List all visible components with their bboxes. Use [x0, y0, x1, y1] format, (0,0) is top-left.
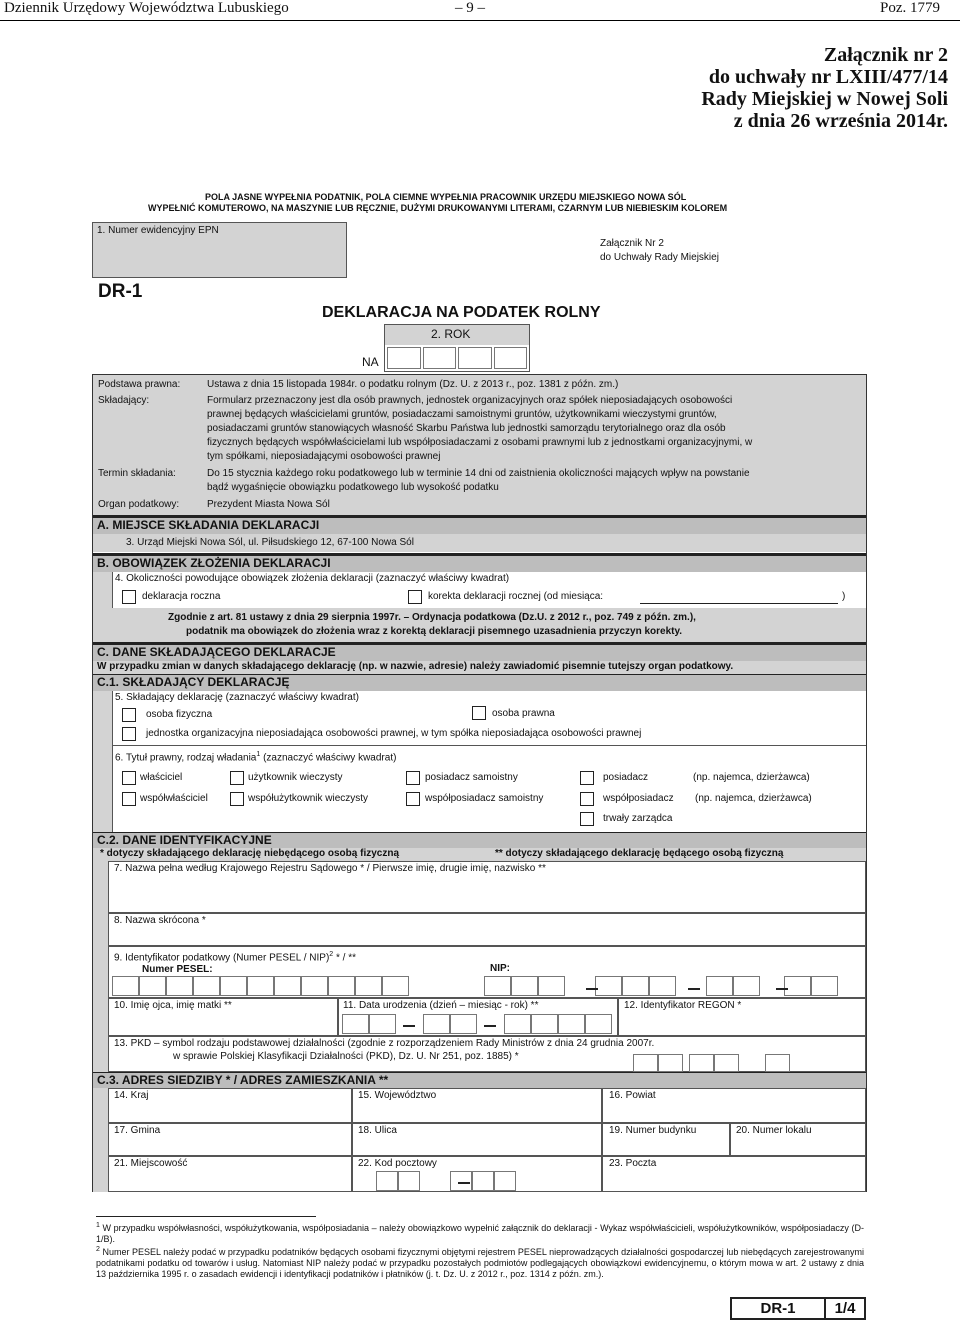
declaration-correction-label: korekta deklaracji rocznej (od miesiąca: — [428, 591, 604, 602]
pkd-digit[interactable] — [633, 1054, 658, 1072]
nip-digit[interactable] — [511, 976, 538, 996]
person-natural-checkbox[interactable] — [122, 708, 136, 722]
apartment-number-label: 20. Numer lokalu — [736, 1125, 812, 1136]
pkd-boxes — [633, 1054, 790, 1072]
birth-dash — [484, 1025, 496, 1027]
podstawa-label: Podstawa prawna: — [98, 379, 181, 390]
pesel-digit[interactable] — [220, 976, 247, 996]
tax-id-label — [114, 949, 356, 964]
country-label: 14. Kraj — [114, 1090, 149, 1101]
birth-year-digit[interactable] — [504, 1014, 531, 1034]
pkd-label-line2: w sprawie Polskiej Klasyfikacji Działalności (PKD), Dz. U. Nr 251, poz. 1885) * — [173, 1051, 519, 1062]
birth-date-boxes — [342, 1014, 612, 1034]
building-number-label: 19. Numer budynku — [609, 1125, 697, 1136]
organ-text: Prezydent Miasta Nowa Sól — [207, 499, 330, 510]
nip-gap — [565, 976, 595, 996]
declaration-correction-checkbox[interactable] — [408, 590, 422, 604]
page-number: – 9 – — [455, 0, 485, 16]
journal-name: Dziennik Urzędowy Województwa Lubuskiego — [4, 0, 289, 16]
co-possessor-dependent-note: (np. najemca, dzierżawca) — [695, 793, 812, 804]
co-possessor-independent-checkbox[interactable] — [406, 792, 420, 806]
declaration-annual-label: deklaracja roczna — [142, 591, 221, 602]
rok-label: 2. ROK — [385, 325, 529, 345]
pesel-digit[interactable] — [301, 976, 328, 996]
pesel-digit[interactable] — [382, 976, 409, 996]
nip-digit[interactable] — [595, 976, 622, 996]
instructions-line1: POLA JASNE WYPEŁNIA PODATNIK, POLA CIEMNE WYPEŁNIA PRACOWNIK URZĘDU MIEJSKIEGO NOWA SÓL — [205, 192, 687, 202]
pesel-digit[interactable] — [112, 976, 139, 996]
tax-id-footnote-mark: 2 — [329, 951, 334, 958]
pesel-digit[interactable] — [193, 976, 220, 996]
post-office-label: 23. Poczta — [609, 1158, 657, 1169]
org-unit-checkbox[interactable] — [122, 727, 136, 741]
birth-month-digit[interactable] — [423, 1014, 450, 1034]
rok-field — [384, 324, 530, 372]
pesel-label: Numer PESEL: — [142, 964, 213, 975]
skladajacy-line3: posiadaczami gruntów stanowiących własność Skarbu Państwa lub jednostki samorządu terytorialnego oraz dla osób — [207, 423, 726, 434]
correction-month-line[interactable] — [640, 603, 838, 604]
q5-label: 5. Składający deklarację (zaznaczyć właściwy kwadrat) — [115, 692, 359, 703]
epn-field — [92, 222, 347, 278]
pesel-digit[interactable] — [166, 976, 193, 996]
nip-digit[interactable] — [649, 976, 676, 996]
organ-label: Organ podatkowy: — [98, 499, 180, 510]
instructions-line2: WYPEŁNIĆ KOMUTEROWO, NA MASZYNIE LUB RĘCZNIE, DUŻYMI DRUKOWANYMI LITERAMI, CZARNYM LUB NIEBIESKIM KOLOREM — [148, 203, 728, 213]
postal-dash — [458, 1182, 470, 1184]
postal-code-boxes — [376, 1171, 516, 1191]
termin-line1: Do 15 stycznia każdego roku podatkowego lub w terminie 14 dni od zaistnienia okoliczności mających wpływ na powstanie — [207, 468, 750, 479]
section-c-note: W przypadku zmian w danych składającego deklarację (np. w nazwie, adresie) należy zawiadomić pisemnie tutejszy organ podatkowy. — [97, 661, 734, 672]
rok-digit-2[interactable] — [423, 347, 457, 369]
pesel-digit[interactable] — [355, 976, 382, 996]
skladajacy-line5: tym spółkami, nieposiadającymi osobowości prawnej — [207, 451, 441, 462]
section-b-title: B. OBOWIĄZEK ZŁOŻENIA DEKLARACJI — [93, 553, 866, 572]
org-unit-label: jednostka organizacyjna nieposiadająca osobowości prawnej, w tym spółka nieposiadająca osobowości prawnej — [146, 728, 642, 739]
pkd-gap — [739, 1054, 765, 1072]
possessor-independent-label: posiadacz samoistny — [425, 772, 518, 783]
position-number: Poz. 1779 — [880, 0, 940, 16]
co-possessor-dependent-label: współposiadacz — [603, 793, 674, 804]
co-perpetual-user-checkbox[interactable] — [230, 792, 244, 806]
nip-dash — [776, 988, 788, 990]
section-c3-title: C.3. ADRES SIEDZIBY * / ADRES ZAMIESZKANIA ** — [93, 1072, 866, 1088]
nip-label: NIP: — [490, 963, 510, 974]
footer-box — [730, 1297, 866, 1320]
voivodeship-label: 15. Województwo — [358, 1090, 437, 1101]
birth-dash — [403, 1025, 415, 1027]
rok-digit-3[interactable] — [458, 347, 492, 369]
section-a-title: A. MIEJSCE SKŁADANIA DEKLARACJI — [93, 515, 866, 534]
postal-digit[interactable] — [376, 1171, 398, 1191]
co-possessor-independent-label: współposiadacz samoistny — [425, 793, 544, 804]
nip-gap — [676, 976, 706, 996]
birth-month-digit[interactable] — [450, 1014, 477, 1034]
skladajacy-line4: fizycznych będących współwłaścicielami lub współposiadaczami z osobami prawnymi lub z jednostkami organizacyjnymi, w — [207, 437, 753, 448]
footnote-rule — [96, 1216, 316, 1217]
birth-day-digit[interactable] — [369, 1014, 396, 1034]
footer-page: 1/4 — [834, 1300, 856, 1317]
possessor-dependent-checkbox[interactable] — [580, 771, 594, 785]
epn-label: 1. Numer ewidencyjny EPN — [97, 225, 219, 236]
postal-digit[interactable] — [494, 1171, 516, 1191]
termin-line2: bądź wygaśnięcie obowiązku podatkowego lub wysokość podatku — [207, 482, 499, 493]
person-natural-label: osoba fizyczna — [146, 709, 213, 720]
person-legal-label: osoba prawna — [492, 708, 555, 719]
footnote-1 — [96, 1220, 864, 1245]
pkd-digit[interactable] — [658, 1054, 683, 1072]
na-label: NA — [362, 355, 379, 369]
footnote-1-text: W przypadku współwłasności, współużytkowania, współposiadania – należy obowiązkowo wypełnić załącznik do deklaracji - Wykaz współwłaścicieli, współużytkowników, współposiadaczy (D-1/B). — [96, 1223, 864, 1244]
owner-checkbox[interactable] — [122, 771, 136, 785]
section-b-note1: Zgodnie z art. 81 ustawy z dnia 29 sierpnia 1997r. – Ordynacja podatkowa (Dz.U. z 2012 r., poz. 749 z późn. zm.), — [168, 612, 696, 623]
rok-boxes — [385, 345, 529, 371]
regon-label: 12. Identyfikator REGON * — [624, 1000, 742, 1011]
tax-id-hint: * / ** — [335, 952, 356, 964]
q6-footnote-mark: 1 — [256, 751, 261, 758]
pkd-digit[interactable] — [689, 1054, 714, 1072]
nip-digit[interactable] — [811, 976, 838, 996]
owner-label: właściciel — [140, 772, 183, 783]
street-label: 18. Ulica — [358, 1125, 397, 1136]
star-note-2: ** dotyczy składającego deklarację będącego osobą fizyczną — [495, 848, 784, 859]
attachment-line4: z dnia 26 września 2014r. — [733, 110, 948, 132]
zal-line2: do Uchwały Rady Miejskiej — [600, 252, 719, 263]
birth-gap — [477, 1014, 504, 1034]
q4-label: 4. Okoliczności powodujące obowiązek złożenia deklaracji (zaznaczyć właściwy kwadrat) — [115, 573, 510, 584]
birth-date-label: 11. Data urodzenia (dzień – miesiąc - rok) ** — [343, 1000, 539, 1011]
zal-line1: Załącznik Nr 2 — [600, 238, 664, 249]
header-rule — [0, 20, 960, 21]
pesel-boxes — [112, 976, 409, 996]
footnote-2-mark: 2 — [96, 1246, 100, 1253]
co-owner-checkbox[interactable] — [122, 792, 136, 806]
nip-digit[interactable] — [622, 976, 649, 996]
skladajacy-line2: prawnej będących właścicielami gruntów, posiadaczami samoistnymi gruntów, użytkownikami wieczystymi gruntów, — [207, 409, 717, 420]
locality-label: 21. Miejscowość — [114, 1158, 188, 1169]
birth-year-digit[interactable] — [585, 1014, 612, 1034]
rok-digit-4[interactable] — [494, 347, 528, 369]
pesel-digit[interactable] — [247, 976, 274, 996]
co-perpetual-user-label: współużytkownik wieczysty — [248, 793, 369, 804]
nip-dash — [688, 988, 700, 990]
county-label: 16. Powiat — [609, 1090, 656, 1101]
q6-hint: (zaznaczyć właściwy kwadrat) — [263, 752, 397, 764]
section-c2-title: C.2. DANE IDENTYFIKACYJNE — [93, 832, 866, 848]
pkd-digit[interactable] — [714, 1054, 739, 1072]
nip-digit[interactable] — [784, 976, 811, 996]
postal-code-label: 22. Kod pocztowy — [358, 1158, 437, 1169]
pesel-digit[interactable] — [328, 976, 355, 996]
short-name-label: 8. Nazwa skrócona * — [114, 915, 206, 926]
pesel-digit[interactable] — [274, 976, 301, 996]
postal-digit[interactable] — [472, 1171, 494, 1191]
declaration-annual-checkbox[interactable] — [122, 590, 136, 604]
footnote-2-text: Numer PESEL należy podać w przypadku podatników będących osobami fizycznymi objętymi rejestrem PESEL nieprowadzących działalności gospodarczej lub niebędących zarejestrowanymi podatnikami podatku od towarów i usług. Natomiast NIP należy podać w przypadku pozostałych podmiotów podlegających obowiązkowi ewidencyjnemu, o którym mowa w art. 2 ustawy z dnia 13 października 1995 r. o zasadach ewidencji i identyfikacji podatników i płatników (j. t. Dz. U. z 2012 r., poz. 1314 z późn. zm.). — [96, 1247, 864, 1279]
podstawa-text: Ustawa z dnia 15 listopada 1984r. o podatku rolnym (Dz. U. z 2013 r., poz. 1381 z późn. zm.) — [207, 379, 619, 390]
full-name-label: 7. Nazwa pełna według Krajowego Rejestru Sądowego * / Pierwsze imię, drugie imię, nazwisko ** — [114, 863, 546, 874]
section-a-place: 3. Urząd Miejski Nowa Sól, ul. Piłsudskiego 12, 67-100 Nowa Sól — [126, 537, 414, 548]
footer-code: DR-1 — [732, 1299, 826, 1318]
postal-gap — [420, 1171, 450, 1191]
person-legal-checkbox[interactable] — [472, 706, 486, 720]
perpetual-user-checkbox[interactable] — [230, 771, 244, 785]
nip-digit[interactable] — [733, 976, 760, 996]
termin-label: Termin składania: — [98, 468, 176, 479]
nip-dash — [586, 988, 598, 990]
nip-digit[interactable] — [484, 976, 511, 996]
attachment-line3: Rady Miejskiej w Nowej Soli — [701, 88, 948, 110]
star-note-1: * dotyczy składającego deklarację niebędącego osobą fizyczną — [100, 848, 400, 859]
tax-id-text: 9. Identyfikator podatkowy (Numer PESEL / NIP) — [114, 952, 330, 964]
co-possessor-dependent-checkbox[interactable] — [580, 792, 594, 806]
possessor-dependent-note: (np. najemca, dzierżawca) — [693, 772, 810, 783]
birth-day-digit[interactable] — [342, 1014, 369, 1034]
footnote-1-mark: 1 — [96, 1222, 100, 1229]
perpetual-user-label: użytkownik wieczysty — [248, 772, 343, 783]
nip-boxes — [484, 976, 838, 996]
possessor-independent-checkbox[interactable] — [406, 771, 420, 785]
section-c-title: C. DANE SKŁADAJĄCEGO DEKLARACJE — [93, 642, 866, 661]
attachment-line2: do uchwały nr LXIII/477/14 — [708, 66, 948, 88]
possessor-dependent-label: posiadacz — [603, 772, 649, 783]
permanent-manager-label: trwały zarządca — [603, 813, 673, 824]
pesel-digit[interactable] — [139, 976, 166, 996]
birth-gap — [396, 1014, 423, 1034]
postal-digit[interactable] — [398, 1171, 420, 1191]
nip-digit[interactable] — [706, 976, 733, 996]
pkd-label-line1: 13. PKD – symbol rodzaju podstawowej działalności (zgodnie z rozporządzeniem Rady Ministrów z dnia 24 grudnia 2007r. — [114, 1038, 655, 1049]
section-b-note2: podatnik ma obowiązek do złożenia wraz z korektą deklaracji pisemnego uzasadnienia przyczyn korekty. — [186, 626, 683, 637]
co-owner-label: współwłaściciel — [140, 793, 208, 804]
nip-digit[interactable] — [538, 976, 565, 996]
parents-names-label: 10. Imię ojca, imię matki ** — [114, 1000, 232, 1011]
form-code: DR-1 — [98, 281, 143, 302]
form-title: DEKLARACJA NA PODATEK ROLNY — [322, 304, 601, 321]
nip-gap — [760, 976, 784, 996]
short-name-field[interactable] — [108, 913, 866, 946]
footnote-2 — [96, 1244, 864, 1280]
postal-digit[interactable] — [450, 1171, 472, 1191]
q6-text: 6. Tytuł prawny, rodzaj władania — [115, 752, 257, 764]
birth-year-digit[interactable] — [531, 1014, 558, 1034]
section-c1-title: C.1. SKŁADAJĄCY DEKLARACJĘ — [93, 674, 866, 691]
permanent-manager-checkbox[interactable] — [580, 812, 594, 826]
birth-year-digit[interactable] — [558, 1014, 585, 1034]
attachment-line1: Załącznik nr 2 — [823, 44, 948, 66]
commune-label: 17. Gmina — [114, 1125, 161, 1136]
pkd-digit[interactable] — [765, 1054, 790, 1072]
skladajacy-label: Składający: — [98, 395, 150, 406]
q6-label — [115, 749, 396, 764]
attachment-block — [701, 44, 948, 132]
skladajacy-line1: Formularz przeznaczony jest dla osób prawnych, jednostek organizacyjnych oraz spółek nieposiadających osobowości — [207, 395, 733, 406]
correction-close-paren: ) — [842, 591, 846, 602]
rok-digit-1[interactable] — [387, 347, 421, 369]
